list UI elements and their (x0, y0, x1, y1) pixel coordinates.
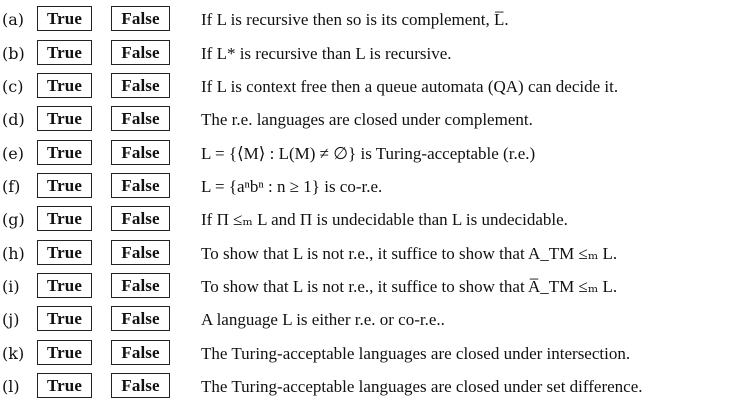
false-button[interactable]: False (111, 373, 170, 398)
true-button[interactable]: True (37, 240, 92, 265)
false-button[interactable]: False (111, 6, 170, 31)
question-text: The Turing-acceptable languages are closed under intersection. (201, 343, 631, 363)
question-text: The Turing-acceptable languages are closed under set difference. (201, 376, 643, 396)
question-text: If L* is recursive than L is recursive. (201, 43, 452, 63)
question-text: A language L is either r.e. or co-r.e.. (201, 309, 445, 329)
false-button[interactable]: False (111, 273, 170, 298)
false-button[interactable]: False (111, 206, 170, 231)
question-label: (j) (2, 309, 20, 329)
question-text: L = {aⁿbⁿ : n ≥ 1} is co-r.e. (201, 176, 383, 196)
question-label: (c) (2, 76, 24, 96)
question-row (0, 203, 750, 236)
question-label: (l) (2, 376, 20, 396)
false-button[interactable]: False (111, 173, 170, 198)
true-button[interactable]: True (37, 6, 92, 31)
true-button[interactable]: True (37, 273, 92, 298)
question-row (0, 237, 750, 270)
question-row (0, 3, 750, 36)
false-button[interactable]: False (111, 306, 170, 331)
question-label: (a) (2, 9, 25, 29)
question-label: (k) (2, 343, 25, 363)
question-text: L = {⟨M⟩ : L(M) ≠ ∅} is Turing-acceptable (r.e.) (201, 143, 536, 163)
true-button[interactable]: True (37, 106, 92, 131)
true-button[interactable]: True (37, 173, 92, 198)
question-text: If Π ≤ₘ L and Π is undecidable than L is undecidable. (201, 209, 568, 229)
false-button[interactable]: False (111, 140, 170, 165)
question-label: (f) (2, 176, 21, 196)
true-button[interactable]: True (37, 73, 92, 98)
question-label: (d) (2, 109, 25, 129)
question-label: (h) (2, 243, 25, 263)
question-text: If L is context free then a queue automata (QA) can decide it. (201, 76, 619, 96)
question-row (0, 103, 750, 136)
true-button[interactable]: True (37, 373, 92, 398)
true-button[interactable]: True (37, 340, 92, 365)
question-row (0, 170, 750, 203)
true-button[interactable]: True (37, 206, 92, 231)
question-row (0, 270, 750, 303)
question-row (0, 137, 750, 170)
false-button[interactable]: False (111, 73, 170, 98)
question-text: If L is recursive then so is its complement, L̅. (201, 9, 509, 29)
question-row (0, 303, 750, 336)
question-row (0, 37, 750, 70)
false-button[interactable]: False (111, 340, 170, 365)
false-button[interactable]: False (111, 240, 170, 265)
question-row (0, 70, 750, 103)
question-label: (e) (2, 143, 24, 163)
true-button[interactable]: True (37, 306, 92, 331)
question-row (0, 337, 750, 370)
question-text: To show that L is not r.e., it suffice to show that A̅_TM ≤ₘ L. (201, 276, 618, 296)
question-label: (i) (2, 276, 20, 296)
question-label: (g) (2, 209, 25, 229)
true-button[interactable]: True (37, 40, 92, 65)
question-label: (b) (2, 43, 25, 63)
false-button[interactable]: False (111, 106, 170, 131)
question-row (0, 370, 750, 403)
false-button[interactable]: False (111, 40, 170, 65)
question-text: To show that L is not r.e., it suffice to show that A_TM ≤ₘ L. (201, 243, 618, 263)
question-text: The r.e. languages are closed under complement. (201, 109, 533, 129)
true-button[interactable]: True (37, 140, 92, 165)
